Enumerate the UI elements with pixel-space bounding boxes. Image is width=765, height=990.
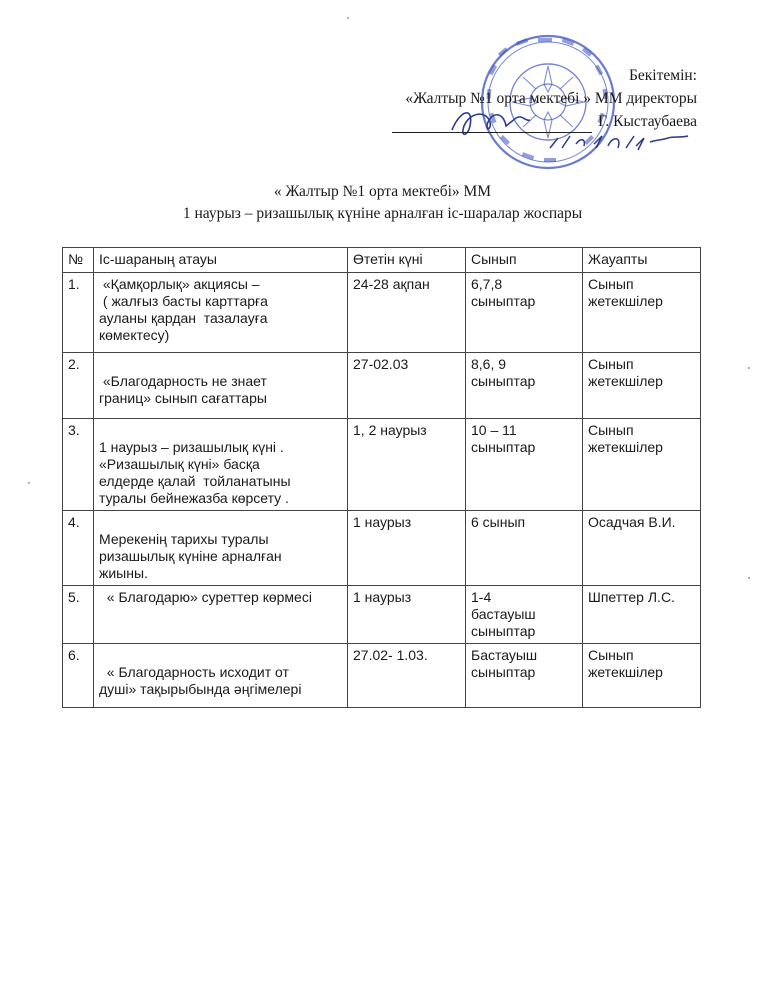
cell-number <box>63 353 94 419</box>
event-date: 27-02.03 <box>353 356 409 372</box>
event-date: 1, 2 наурыз <box>353 422 427 438</box>
responsible-line: жетекшілер <box>588 293 663 309</box>
cell-date <box>348 419 466 511</box>
cell-class <box>466 511 583 586</box>
cell-class <box>466 353 583 419</box>
class-line: сыныптар <box>471 439 536 455</box>
header-event-name: Іс-шараның атауы <box>94 248 348 273</box>
class-line: 8,6, 9 <box>471 356 507 372</box>
cell-date <box>348 353 466 419</box>
cell-number <box>63 586 94 644</box>
cell-responsible <box>583 511 701 586</box>
table-body <box>63 273 701 708</box>
table-row <box>63 644 701 708</box>
event-name-line: « Благодарю» суреттер көрмесі <box>99 589 312 605</box>
class-line: сыныптар <box>471 293 536 309</box>
cell-event-name <box>94 419 348 511</box>
event-name-line <box>99 514 342 531</box>
event-name-line: ауланы қардан тазалауға <box>99 310 268 326</box>
event-name-line: ризашылық күніне арналған <box>99 548 282 564</box>
cell-number <box>63 419 94 511</box>
class-line: сыныптар <box>471 664 536 680</box>
scan-speck <box>347 17 349 19</box>
document-title-school: « Жалтыр №1 орта мектебі» ММ <box>273 183 492 200</box>
responsible-line: жетекшілер <box>588 664 663 680</box>
cell-responsible <box>583 419 701 511</box>
event-date: 27.02- 1.03. <box>353 647 428 663</box>
signature-underline <box>392 117 592 133</box>
header-class: Сынып <box>466 248 583 273</box>
event-name-line: көмектесу) <box>99 327 170 343</box>
class-line: Бастауыш <box>471 647 538 663</box>
event-name-line: границ» сынып сағаттары <box>99 390 267 406</box>
event-name-line: Мерекенің тарихы туралы <box>99 531 269 547</box>
cell-responsible <box>583 273 701 353</box>
table-row <box>63 353 701 419</box>
cell-responsible <box>583 586 701 644</box>
cell-date <box>348 511 466 586</box>
event-name-line: елдерде қалай тойланатыны <box>99 473 291 489</box>
event-name-line: « Благодарность исходит от <box>99 664 289 680</box>
approval-signature-line <box>392 110 697 133</box>
responsible-line: Сынып <box>588 356 634 372</box>
event-date: 24-28 ақпан <box>353 276 430 292</box>
cell-date <box>348 644 466 708</box>
cell-event-name <box>94 586 348 644</box>
cell-event-name <box>94 353 348 419</box>
header-date: Өтетін күні <box>348 248 466 273</box>
table-header-row <box>63 248 701 273</box>
event-name-line: «Ризашылық күні» басқа <box>99 456 260 472</box>
cell-number <box>63 644 94 708</box>
cell-class <box>466 586 583 644</box>
cell-class <box>466 644 583 708</box>
row-number: 5. <box>68 589 80 605</box>
responsible-line: жетекшілер <box>588 439 663 455</box>
scan-speck <box>748 577 750 579</box>
table-row <box>63 511 701 586</box>
events-plan-table <box>62 247 701 708</box>
approval-block <box>392 64 697 133</box>
director-name: Г. Кыстаубаева <box>598 113 697 130</box>
event-name-line: туралы бейнежазба көрсету . <box>99 490 289 506</box>
row-number: 4. <box>68 514 80 530</box>
table-row <box>63 586 701 644</box>
cell-date <box>348 273 466 353</box>
cell-event-name <box>94 644 348 708</box>
class-line: 6 сынып <box>471 514 526 530</box>
class-line: сыныптар <box>471 623 536 639</box>
row-number: 3. <box>68 422 80 438</box>
event-name-line: ( жалғыз басты карттарға <box>99 293 268 309</box>
cell-number <box>63 511 94 586</box>
document-title-plan: 1 наурыз – ризашылық күніне арналған іс-шаралар жоспары <box>182 205 583 222</box>
event-name-line: 1 наурыз – ризашылық күні . <box>99 439 284 455</box>
responsible-line: Осадчая В.И. <box>588 514 676 530</box>
cell-class <box>466 419 583 511</box>
table-row <box>63 419 701 511</box>
event-date: 1 наурыз <box>353 514 412 530</box>
header-responsible: Жауапты <box>583 248 701 273</box>
event-name-line <box>99 422 342 439</box>
row-number: 2. <box>68 356 80 372</box>
event-name-line <box>99 647 342 664</box>
cell-class <box>466 273 583 353</box>
cell-event-name <box>94 511 348 586</box>
event-name-line: жиыны. <box>99 565 148 581</box>
responsible-line: Сынып <box>588 422 634 438</box>
cell-responsible <box>583 644 701 708</box>
responsible-line: Сынып <box>588 647 634 663</box>
cell-event-name <box>94 273 348 353</box>
approval-heading: Бекітемін: <box>629 67 697 84</box>
class-line: 1-4 <box>471 589 492 605</box>
class-line: 10 – 11 <box>471 422 517 438</box>
class-line: бастауыш <box>471 606 536 622</box>
header-number: № <box>63 248 94 273</box>
cell-date <box>348 586 466 644</box>
event-name-line: душі» тақырыбында әңгімелері <box>99 681 302 697</box>
row-number: 1. <box>68 276 80 292</box>
event-name-line <box>99 356 342 373</box>
approval-school-director: «Жалтыр №1 орта мектебі » ММ директоры <box>405 90 697 107</box>
class-line: 6,7,8 <box>471 276 503 292</box>
event-name-line: «Благодарность не знает <box>99 373 267 389</box>
event-date: 1 наурыз <box>353 589 412 605</box>
row-number: 6. <box>68 647 80 663</box>
table-row <box>63 273 701 353</box>
responsible-line: Сынып <box>588 276 634 292</box>
event-name-line: «Қамқорлық» акциясы – <box>99 276 260 292</box>
responsible-line: Шпеттер Л.С. <box>588 589 675 605</box>
scan-speck <box>28 482 30 484</box>
cell-number <box>63 273 94 353</box>
cell-responsible <box>583 353 701 419</box>
scan-speck <box>748 367 750 369</box>
class-line: сыныптар <box>471 373 536 389</box>
responsible-line: жетекшілер <box>588 373 663 389</box>
